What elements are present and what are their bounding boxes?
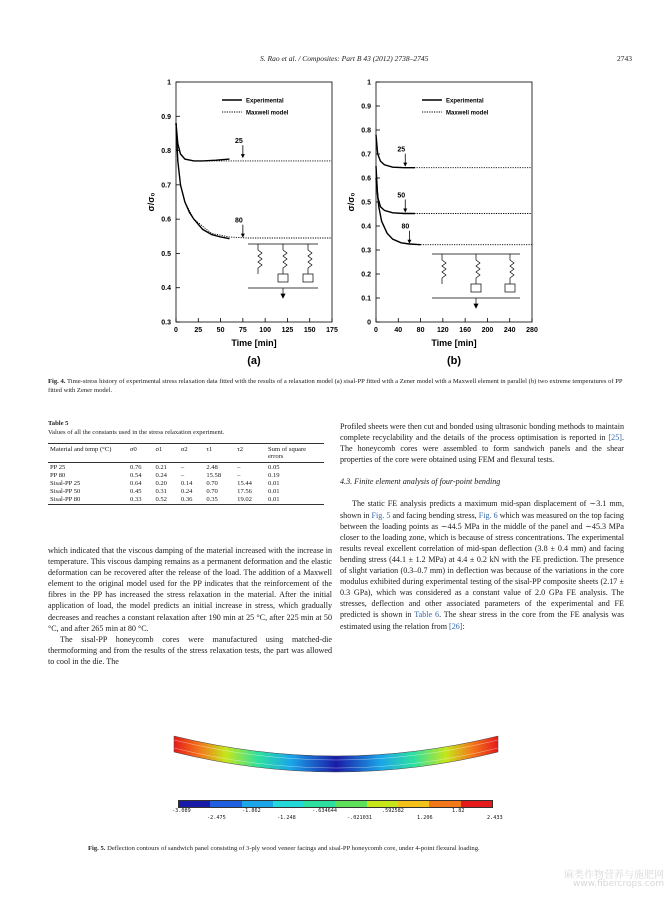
- annotation-label: 50: [397, 192, 406, 200]
- y-tick-label: 0.3: [361, 247, 371, 255]
- annotation-label: 80: [234, 217, 243, 225]
- text-run: which was measured on the top facing between the loading points as ∼44.5 MPa in the middle of the panel and ∼45.3 MPa closer to the loading zone, which is because of stress concentrations. The experimental results reveal excellent correlation of mid-span deflection (3.8 ± 0.4 mm) and facing bending stress (44.1 ± 1.2 MPa) at 4.4 ± 0.2 kN with the FE prediction. The presence of slight variation (0.3–0.7 mm) in deflection was because of the variations in the core modulus exhibited during experimental testing of the sisal-PP composite sheets (2.17 ± 0.3 GPa), which was considered as a constant value of 2.0 GPa FE analysis. The stresses, deflection and other associated parameters of the experimental and FE predicted is shown in: [340, 510, 624, 620]
- figure-4-caption-text: Time-stress history of experimental stress relaxation data fitted with the results of a relaxation model (a) sisal-PP fitted with a Zener model with a Maxwell element in parallel (b) two extreme temperatures of PP fitted with Zener model.: [48, 378, 623, 394]
- figure-link[interactable]: Fig. 5: [371, 510, 391, 520]
- y-tick-label: 0.3: [161, 319, 171, 327]
- text-run: The static FE analysis predicts a maximum mid-span displacement of ∼3.1 mm, shown in: [340, 499, 624, 520]
- legend-swatch: [429, 801, 460, 807]
- legend-entry: Maxwell model: [246, 110, 289, 117]
- annotation-label: 25: [397, 146, 406, 154]
- text-run: Profiled sheets were then cut and bonded using ultrasonic bonding methods to maintain complete recyclability and the details of the process optimisation is reported in: [340, 422, 624, 443]
- text-run: and facing bending stress,: [390, 510, 479, 520]
- x-tick-label: 0: [174, 327, 178, 334]
- y-tick-label: 0: [367, 319, 371, 327]
- figure-5-caption-label: Fig. 5.: [88, 845, 106, 852]
- series-experimental: [176, 123, 230, 161]
- series-maxwell-model: [376, 178, 532, 245]
- x-tick-label: 240: [503, 327, 516, 334]
- legend-value: -3.089: [172, 808, 191, 814]
- legend-value: -.021031: [347, 815, 372, 821]
- figure-5-caption: [88, 845, 628, 854]
- section-heading: 4.3. Finite element analysis of four-point bending: [340, 477, 501, 487]
- table-cell: 0.35: [206, 496, 218, 504]
- table-cell: 0.01: [268, 488, 280, 496]
- x-tick-label: 280: [526, 327, 538, 334]
- legend-swatch: [179, 801, 210, 807]
- figure-link[interactable]: Fig. 6: [478, 510, 498, 520]
- deflected-panel-contour: [166, 724, 506, 800]
- table-cell: 15.58: [206, 471, 222, 479]
- panel-label: (b): [446, 355, 462, 367]
- x-axis-label: Time [min]: [231, 338, 277, 348]
- table-header-cell: σ2: [180, 446, 188, 453]
- annotation-arrowhead: [403, 209, 407, 213]
- y-tick-label: 0.2: [361, 271, 371, 279]
- y-tick-label: 0.5: [161, 250, 171, 258]
- series-experimental: [376, 166, 415, 214]
- y-tick-label: 0.8: [161, 148, 171, 156]
- table-cell: 0.19: [268, 471, 280, 479]
- reference-link[interactable]: [25]: [608, 433, 622, 443]
- legend-value: -.634644: [312, 808, 337, 814]
- figure-4: [140, 72, 540, 372]
- table-cell: PP 25: [50, 463, 66, 471]
- series-maxwell-model: [376, 166, 532, 214]
- legend-value: .592582: [382, 808, 404, 814]
- x-tick-label: 100: [259, 327, 271, 334]
- table-cell: –: [180, 471, 185, 479]
- annotation-arrowhead: [241, 154, 245, 158]
- table-cell: 0.01: [268, 496, 280, 504]
- annotation-label: 25: [234, 138, 243, 146]
- table-cell: PP 80: [50, 471, 66, 479]
- legend-swatch: [398, 801, 429, 807]
- table-cell: 0.36: [180, 496, 193, 504]
- table-row: [48, 488, 324, 496]
- x-tick-label: 175: [326, 327, 338, 334]
- y-tick-label: 0.9: [361, 103, 371, 111]
- legend-swatch: [461, 801, 492, 807]
- y-tick-label: 0.6: [361, 175, 371, 183]
- legend-swatch: [304, 801, 335, 807]
- y-tick-label: 0.8: [361, 127, 371, 135]
- y-tick-label: 1: [167, 79, 171, 87]
- rheological-model-diagram: [432, 254, 520, 308]
- table-cell: 0.21: [155, 463, 167, 471]
- paragraph: [340, 421, 624, 465]
- legend-entry: Experimental: [246, 98, 284, 105]
- table-cell: –: [180, 463, 185, 471]
- figure-5: [166, 724, 506, 824]
- table-cell: 0.54: [130, 471, 142, 479]
- y-tick-label: 0.4: [361, 223, 371, 231]
- plot-frame: [176, 82, 332, 322]
- series-maxwell-model: [176, 123, 332, 161]
- legend-swatch: [242, 801, 273, 807]
- table-cell: 0.52: [155, 496, 167, 504]
- table-cell: 0.24: [155, 471, 167, 479]
- y-tick-label: 0.1: [361, 295, 371, 303]
- table-cell: 0.31: [155, 488, 167, 496]
- table-cell: 0.64: [130, 479, 142, 487]
- y-tick-label: 0.4: [161, 285, 171, 293]
- running-header: S. Rao et al. / Composites: Part B 43 (2012) 2738–2745: [260, 54, 429, 63]
- table-5-subtitle: Values of all the constants used in the stress relaxation experiment.: [48, 429, 225, 436]
- table-cell: 19.02: [237, 496, 252, 504]
- legend-swatch: [273, 801, 304, 807]
- y-tick-label: 0.9: [161, 113, 171, 121]
- legend-value: -1.248: [277, 815, 296, 821]
- figure-4-caption: [48, 378, 624, 396]
- x-tick-label: 40: [394, 327, 403, 334]
- table-5: [48, 443, 324, 505]
- table-cell: 0.01: [268, 479, 280, 487]
- figure-5-caption-text: Deflection contours of sandwich panel consisting of 3-ply wood veneer facings and sisal-PP honeycomb core, under 4-point flexural loading.: [107, 845, 480, 852]
- text-run: . The shear stress in the core from the FE analysis was estimated using the relation from: [340, 610, 624, 631]
- legend-swatch: [335, 801, 366, 807]
- watermark-line-2: www.fibercrops.com: [573, 879, 664, 889]
- contour-legend-bar: [178, 800, 493, 808]
- x-tick-label: 125: [281, 327, 294, 334]
- y-tick-label: 0.5: [361, 199, 371, 207]
- table-cell: 0.70: [206, 479, 218, 487]
- legend-swatch: [210, 801, 241, 807]
- x-tick-label: 150: [303, 327, 316, 334]
- table-header-row: [48, 444, 324, 463]
- table-cell: –: [237, 463, 241, 471]
- table-cell: 0.20: [155, 479, 167, 487]
- x-tick-label: 160: [459, 327, 471, 334]
- table-header-cell: Material and temp (°C): [50, 446, 112, 453]
- table-cell: 0.05: [268, 463, 280, 471]
- x-tick-label: 25: [194, 327, 203, 334]
- page-number: 2743: [617, 54, 632, 63]
- chart-panel-a: [140, 72, 340, 372]
- table-row: [48, 471, 324, 479]
- x-tick-label: 120: [437, 327, 449, 334]
- table-cell: 15.44: [237, 479, 252, 487]
- series-experimental: [176, 123, 230, 239]
- y-tick-label: 0.6: [161, 216, 171, 224]
- table-cell: Sisal-PP 25: [50, 479, 81, 487]
- table-cell: 0.70: [206, 488, 218, 496]
- y-tick-label: 0.7: [361, 151, 371, 159]
- legend-value: 2.433: [487, 815, 503, 821]
- table-cell: 0.45: [130, 488, 142, 496]
- x-axis-label: Time [min]: [431, 338, 477, 348]
- table-cell: 0.76: [130, 463, 142, 471]
- table-header-cell: Sum of square errors: [268, 446, 307, 460]
- table-header-cell: σ0: [130, 446, 137, 453]
- table-header-cell: τ1: [206, 446, 213, 453]
- table-cell: Sisal-PP 50: [50, 488, 81, 496]
- reference-link[interactable]: [26]: [449, 621, 463, 631]
- y-axis-label: σ/σ₀: [146, 192, 156, 212]
- table-cell: Sisal-PP 80: [50, 496, 81, 504]
- table-cell: 0.14: [180, 479, 193, 487]
- text-run: . The honeycomb cores were assembled to form sandwich panels and the shear properties of the core were obtained using FEM and flexural tests.: [340, 433, 624, 465]
- legend-entry: Maxwell model: [446, 110, 489, 117]
- table-row: [48, 463, 324, 472]
- legend-value: 1.206: [417, 815, 433, 821]
- legend-entry: Experimental: [446, 98, 484, 105]
- y-tick-label: 1: [367, 79, 371, 87]
- paragraph: [340, 498, 624, 631]
- annotation-label: 80: [401, 223, 410, 231]
- plot-frame: [376, 82, 532, 322]
- left-column: [48, 545, 332, 667]
- rheological-model-diagram: [248, 244, 318, 298]
- table-row: [48, 479, 324, 487]
- table-cell: 17.56: [237, 488, 252, 496]
- x-tick-label: 0: [374, 327, 378, 334]
- x-tick-label: 75: [238, 327, 247, 334]
- contour-legend-labels: [172, 808, 502, 824]
- table-link[interactable]: Table 6: [414, 610, 440, 620]
- right-column: [340, 421, 624, 632]
- table-5-title: Table 5: [48, 420, 69, 427]
- table-5-body: [48, 463, 324, 505]
- series-maxwell-model: [176, 123, 332, 238]
- watermark-line-1: 麻类作物营养与施肥网: [564, 870, 664, 881]
- table-cell: 2.48: [206, 463, 218, 471]
- table-header-cell: σ1: [155, 446, 163, 453]
- legend-value: -2.475: [207, 815, 226, 821]
- annotation-arrowhead: [241, 234, 245, 238]
- paragraph: The sisal-PP honeycomb cores were manufactured using matched-die thermoforming and from the results of the stress relaxation tests, the part was allowed to cool in the die. The: [48, 634, 332, 666]
- series-experimental: [376, 178, 421, 245]
- paragraph: which indicated that the viscous damping of the material increased with the increase in temperature. This viscous damping remains as a permanent deformation and the elastic deformation can be recovered after the release of the load. The addition of a Maxwell element to the original model used for the PP indicates that the reinforcement of the fibres in the PP has increased the stress relaxation in the material. After the initial application of load, the model predicts an initial increase in stress, which gradually decreases and reaches a constant relaxation after 190 min at 25 °C, after 225 min at 50 °C, and after 265 min at 80 °C.: [48, 546, 332, 633]
- figure-4-caption-label: Fig. 4.: [48, 378, 66, 385]
- y-axis-label: σ/σ₀: [346, 192, 356, 212]
- table-cell: 0.24: [180, 488, 193, 496]
- legend-value: -1.862: [242, 808, 261, 814]
- x-tick-label: 50: [216, 327, 225, 334]
- annotation-arrowhead: [403, 163, 407, 167]
- x-tick-label: 200: [481, 327, 494, 334]
- legend-swatch: [367, 801, 398, 807]
- table-cell: –: [237, 471, 241, 479]
- x-tick-label: 80: [416, 327, 425, 334]
- table-row: [48, 496, 324, 505]
- y-tick-label: 0.7: [161, 182, 171, 190]
- panel-label: (a): [247, 355, 261, 367]
- text-run: :: [462, 621, 465, 631]
- legend-value: 1.82: [452, 808, 465, 814]
- table-cell: 0.33: [130, 496, 142, 504]
- table-header-cell: τ2: [237, 446, 244, 453]
- chart-panel-b: [340, 72, 540, 372]
